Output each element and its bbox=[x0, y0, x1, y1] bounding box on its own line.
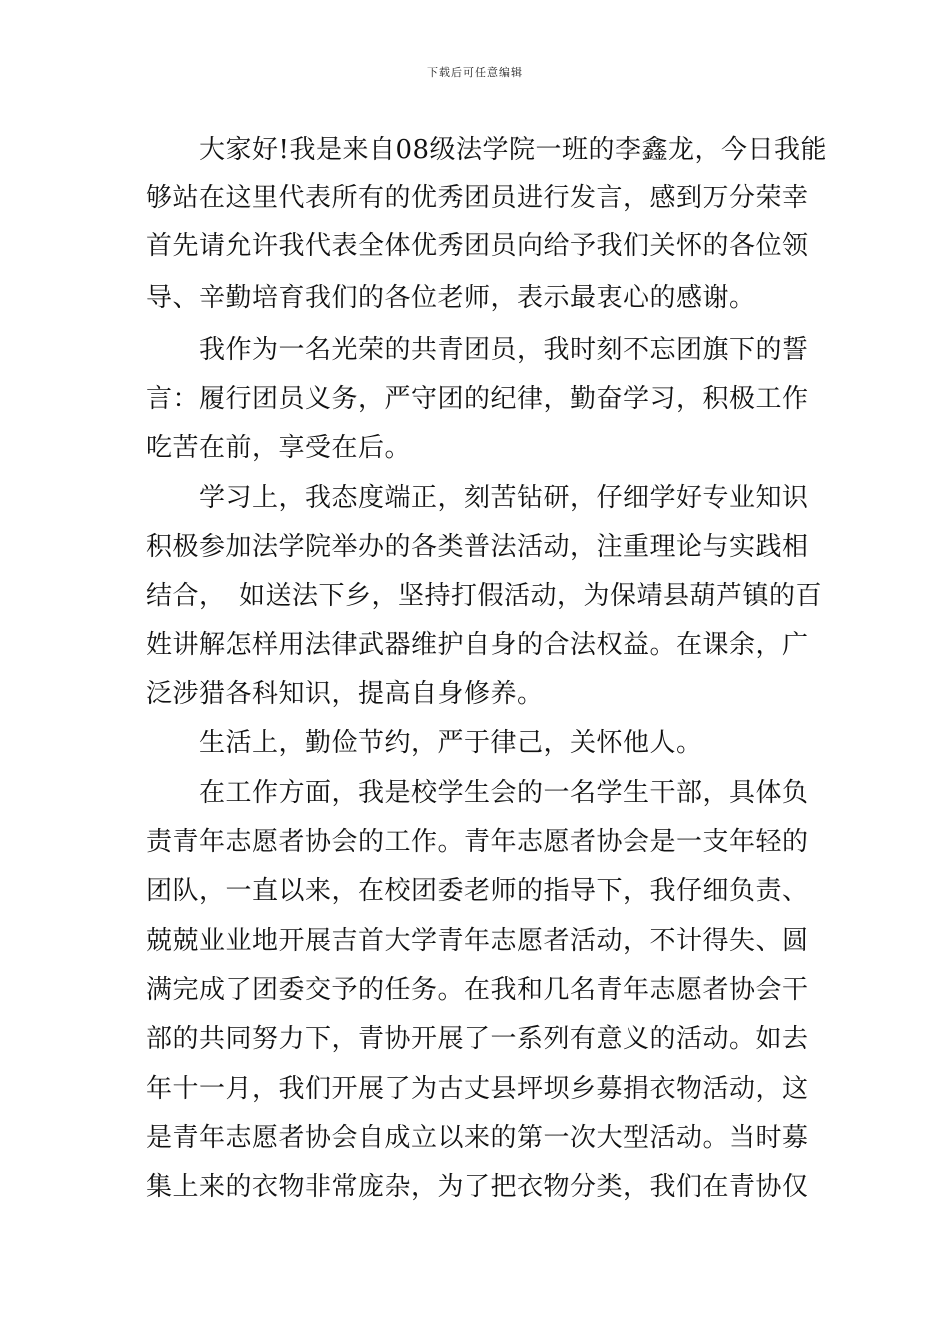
text-line: 积极参加法学院举办的各类普法活动，注重理论与实践相 bbox=[146, 532, 809, 562]
text-line: 首先请允许我代表全体优秀团员向给予我们关怀的各位领 bbox=[146, 231, 809, 261]
text-line: 言：履行团员义务，严守团的纪律，勤奋学习，积极工作 bbox=[146, 384, 809, 414]
text-line: 满完成了团委交予的任务。在我和几名青年志愿者协会干 bbox=[146, 975, 809, 1005]
text-line: 是青年志愿者协会自成立以来的第一次大型活动。当时募 bbox=[146, 1123, 809, 1153]
text-line: 部的共同努力下，青协开展了一系列有意义的活动。如去 bbox=[146, 1024, 809, 1054]
text-line: 我作为一名光荣的共青团员，我时刻不忘团旗下的誓 bbox=[146, 335, 809, 365]
text-line: 在工作方面，我是校学生会的一名学生干部，具体负 bbox=[146, 778, 809, 808]
text-line: 团队，一直以来，在校团委老师的指导下，我仔细负责、 bbox=[146, 876, 809, 906]
text-line: 责青年志愿者协会的工作。青年志愿者协会是一支年轻的 bbox=[146, 827, 809, 857]
text-line: 集上来的衣物非常庞杂，为了把衣物分类，我们在青协仅 bbox=[146, 1172, 809, 1202]
text-line: 年十一月，我们开展了为古丈县坪坝乡募捐衣物活动，这 bbox=[146, 1074, 809, 1104]
header-note: 下载后可任意编辑 bbox=[427, 66, 523, 79]
text-line: 导、辛勤培育我们的各位老师，表示最衷心的感谢。 bbox=[146, 283, 756, 313]
text-line: 兢兢业业地开展吉首大学青年志愿者活动，不计得失、圆 bbox=[146, 926, 809, 956]
text-line: 学习上，我态度端正，刻苦钻研，仔细学好专业知识 bbox=[146, 483, 809, 513]
text-line: 大家好!我是来自08级法学院一班的李鑫龙，今日我能 bbox=[146, 135, 828, 165]
text-line: 姓讲解怎样用法律武器维护自身的合法权益。在课余，广 bbox=[146, 630, 809, 660]
text-line: 生活上，勤俭节约，严于律己，关怀他人。 bbox=[146, 728, 703, 758]
text-line: 结合， 如送法下乡，坚持打假活动，为保靖县葫芦镇的百 bbox=[146, 581, 823, 611]
text-line: 吃苦在前，享受在后。 bbox=[146, 433, 412, 463]
text-line: 泛涉猎各科知识，提高自身修养。 bbox=[146, 679, 544, 709]
text-line: 够站在这里代表所有的优秀团员进行发言，感到万分荣幸 bbox=[146, 183, 809, 213]
